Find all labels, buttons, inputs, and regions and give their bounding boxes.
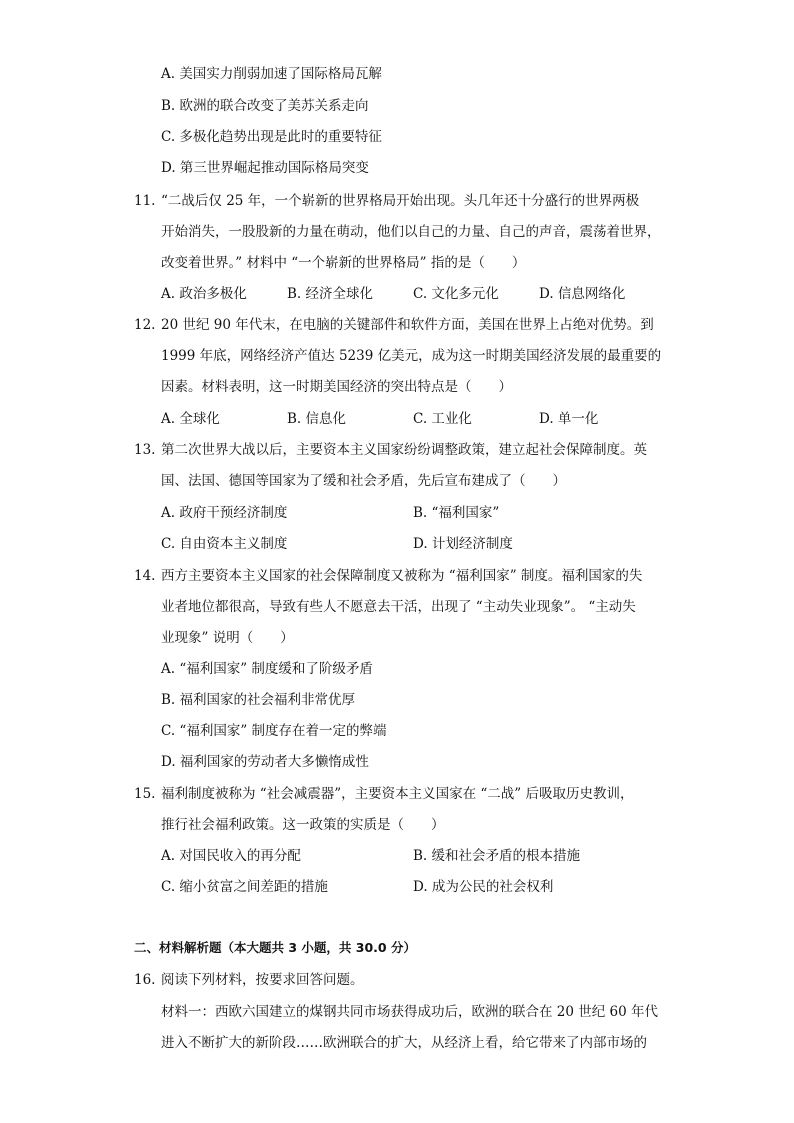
q15-option-c: C. 缩小贫富之间差距的措施 xyxy=(161,879,328,895)
q14-stem-line: 业现象” 说明（ ） xyxy=(161,630,294,646)
section-heading: 二、材料解析题（本大题共 3 小题，共 30.0 分） xyxy=(134,940,416,955)
q11-stem-line: 开始消失，一股股新的力量在萌动，他们以自己的力量、自己的声音，震荡着世界， xyxy=(161,224,661,240)
q15-stem-line: 福利制度被称为 “社会减震器”，主要资本主义国家在 “二战” 后吸取历史教训， xyxy=(161,786,634,802)
q13-number: 13. xyxy=(134,442,156,458)
q10-option-d: D. 第三世界崛起推动国际格局突变 xyxy=(161,160,369,176)
q11-option-b: B. 经济全球化 xyxy=(287,286,374,302)
q11-stem-line: “二战后仅 25 年，一个崭新的世界格局开始出现。头几年还十分盛行的世界两极 xyxy=(161,193,640,209)
q16-number: 16. xyxy=(134,972,156,988)
q12-stem-line: 20 世纪 90 年代末，在电脑的关键部件和软件方面，美国在世界上占绝对优势。到 xyxy=(161,317,654,333)
q14-number: 14. xyxy=(134,568,156,584)
q11-option-c: C. 文化多元化 xyxy=(413,286,499,302)
q14-stem-line: 业者地位都很高，导致有些人不愿意去干活，出现了 “主动失业现象”。 “主动失 xyxy=(161,599,636,615)
q16-material-line: 材料一：西欧六国建立的煤钢共同市场获得成功后，欧洲的联合在 20 世纪 60 年代 xyxy=(161,1004,659,1020)
q15-option-a: A. 对国民收入的再分配 xyxy=(161,848,301,864)
q12-option-b: B. 信息化 xyxy=(287,411,347,427)
q15-option-b: B. 缓和社会矛盾的根本措施 xyxy=(413,848,581,864)
q12-stem-line: 因素。材料表明，这一时期美国经济的突出特点是（ ） xyxy=(161,379,512,395)
q13-option-d: D. 计划经济制度 xyxy=(413,536,513,552)
q13-option-a: A. 政府干预经济制度 xyxy=(161,505,288,521)
q11-option-a: A. 政治多极化 xyxy=(161,286,247,302)
q14-option-b: B. 福利国家的社会福利非常优厚 xyxy=(161,692,356,708)
q12-option-d: D. 单一化 xyxy=(539,411,599,427)
q13-stem-line: 国、法国、德国等国家为了缓和社会矛盾，先后宣布建成了（ ） xyxy=(161,473,566,489)
q11-number: 11. xyxy=(134,193,156,209)
q12-number: 12. xyxy=(134,317,156,333)
q12-stem-line: 1999 年底，网络经济产值达 5239 亿美元，成为这一时期美国经济发展的最重要的 xyxy=(161,348,662,364)
q14-option-c: C. “福利国家” 制度存在着一定的弊端 xyxy=(161,723,387,739)
q13-option-c: C. 自由资本主义制度 xyxy=(161,536,288,552)
q11-stem-line: 改变着世界。” 材料中 “一个崭新的世界格局” 指的是（ ） xyxy=(161,255,526,271)
q14-option-a: A. “福利国家” 制度缓和了阶级矛盾 xyxy=(161,661,373,677)
q15-number: 15. xyxy=(134,786,156,802)
q12-option-a: A. 全球化 xyxy=(161,411,220,427)
q14-option-d: D. 福利国家的劳动者大多懒惰成性 xyxy=(161,754,369,770)
q10-option-a: A. 美国实力削弱加速了国际格局瓦解 xyxy=(161,66,382,82)
q15-option-d: D. 成为公民的社会权利 xyxy=(413,879,554,895)
q14-stem-line: 西方主要资本主义国家的社会保障制度又被称为 “福利国家” 制度。福利国家的失 xyxy=(161,568,643,584)
q10-option-c: C. 多极化趋势出现是此时的重要特征 xyxy=(161,129,382,145)
q12-option-c: C. 工业化 xyxy=(413,411,472,427)
q11-option-d: D. 信息网络化 xyxy=(539,286,626,302)
q13-option-b: B. “福利国家” xyxy=(413,505,500,521)
q13-stem-line: 第二次世界大战以后，主要资本主义国家纷纷调整政策，建立起社会保障制度。英 xyxy=(161,442,647,458)
q15-stem-line: 推行社会福利政策。这一政策的实质是（ ） xyxy=(161,817,445,833)
q10-option-b: B. 欧洲的联合改变了美苏关系走向 xyxy=(161,98,369,114)
q16-stem-line: 阅读下列材料，按要求回答问题。 xyxy=(161,972,364,988)
q16-material-line: 进入不断扩大的新阶段……欧洲联合的扩大，从经济上看，给它带来了内部市场的 xyxy=(161,1035,647,1051)
